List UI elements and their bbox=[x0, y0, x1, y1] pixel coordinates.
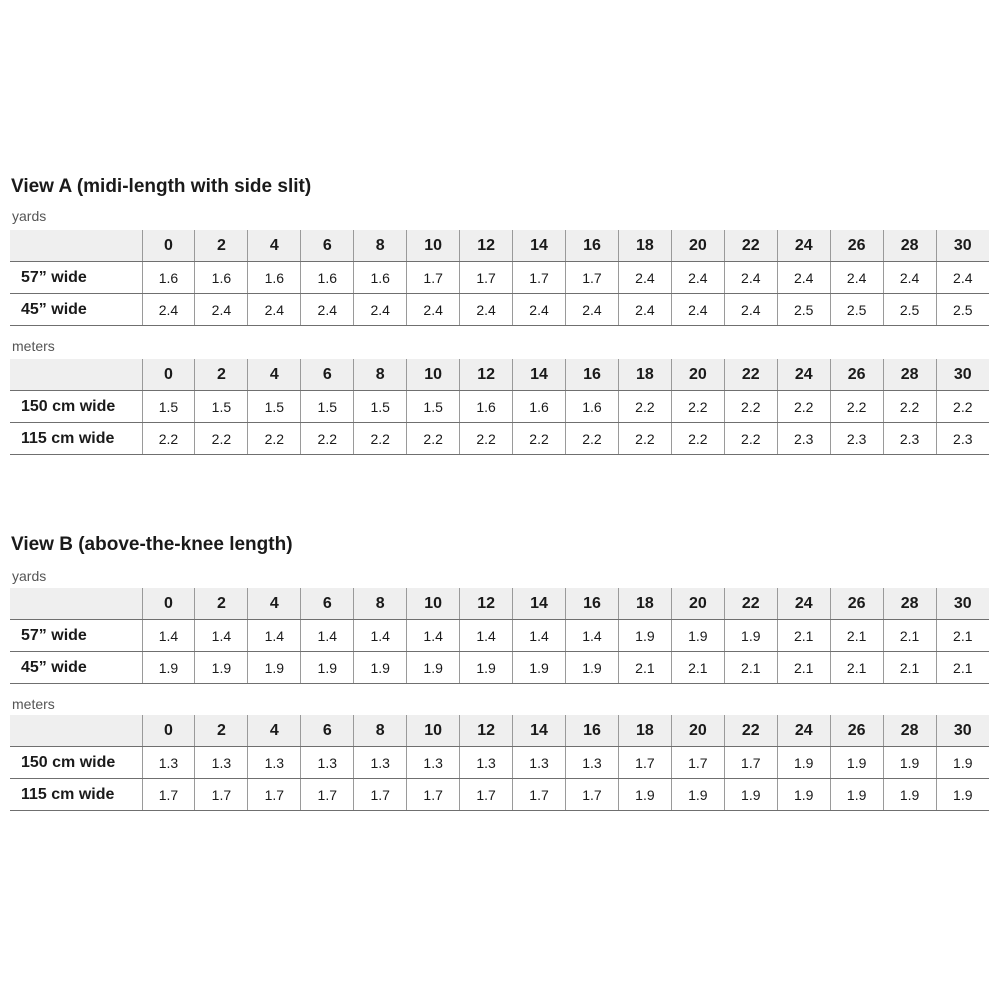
yardage-value-cell: 2.4 bbox=[671, 294, 724, 326]
yardage-value-cell: 1.7 bbox=[301, 779, 354, 811]
size-header-cell: 12 bbox=[460, 588, 513, 620]
yardage-value-cell: 1.9 bbox=[883, 779, 936, 811]
table-row bbox=[10, 391, 989, 423]
size-header-cell: 26 bbox=[830, 359, 883, 391]
size-header-cell: 0 bbox=[142, 588, 195, 620]
yardage-value-cell: 2.2 bbox=[936, 391, 989, 423]
yardage-value-cell: 2.2 bbox=[142, 423, 195, 455]
yardage-value-cell: 2.4 bbox=[195, 294, 248, 326]
size-header-cell: 22 bbox=[724, 230, 777, 262]
yardage-value-cell: 1.3 bbox=[566, 747, 619, 779]
size-header-cell: 6 bbox=[301, 359, 354, 391]
yardage-value-cell: 1.9 bbox=[777, 747, 830, 779]
yardage-value-cell: 1.9 bbox=[883, 747, 936, 779]
view-b-yards-table bbox=[10, 588, 989, 684]
size-header-cell: 2 bbox=[195, 715, 248, 747]
size-header-cell: 10 bbox=[407, 359, 460, 391]
yardage-value-cell: 1.7 bbox=[354, 779, 407, 811]
yardage-value-cell: 2.3 bbox=[936, 423, 989, 455]
yardage-value-cell: 2.1 bbox=[883, 620, 936, 652]
yardage-value-cell: 1.9 bbox=[724, 620, 777, 652]
yardage-value-cell: 1.6 bbox=[301, 262, 354, 294]
size-header-cell: 18 bbox=[618, 359, 671, 391]
size-header-cell: 28 bbox=[883, 588, 936, 620]
size-header-cell: 26 bbox=[830, 230, 883, 262]
yardage-value-cell: 1.9 bbox=[354, 652, 407, 684]
yardage-value-cell: 2.2 bbox=[671, 391, 724, 423]
yardage-value-cell: 2.4 bbox=[301, 294, 354, 326]
size-header-cell: 0 bbox=[142, 715, 195, 747]
yardage-value-cell: 1.5 bbox=[407, 391, 460, 423]
size-header-cell: 8 bbox=[354, 715, 407, 747]
yardage-value-cell: 2.5 bbox=[830, 294, 883, 326]
yardage-value-cell: 1.9 bbox=[301, 652, 354, 684]
header-corner-cell bbox=[10, 359, 142, 391]
size-header-cell: 30 bbox=[936, 359, 989, 391]
yardage-value-cell: 1.7 bbox=[566, 262, 619, 294]
view-b-meters-unit-label: meters bbox=[12, 696, 55, 712]
size-header-cell: 4 bbox=[248, 588, 301, 620]
yardage-value-cell: 2.4 bbox=[618, 262, 671, 294]
size-header-cell: 12 bbox=[460, 715, 513, 747]
yardage-value-cell: 1.6 bbox=[566, 391, 619, 423]
size-header-cell: 0 bbox=[142, 359, 195, 391]
yardage-value-cell: 2.2 bbox=[195, 423, 248, 455]
size-header-row bbox=[10, 230, 989, 262]
yardage-value-cell: 2.1 bbox=[883, 652, 936, 684]
fabric-width-label: 57” wide bbox=[10, 620, 142, 652]
yardage-value-cell: 2.5 bbox=[936, 294, 989, 326]
size-header-cell: 10 bbox=[407, 588, 460, 620]
size-header-cell: 4 bbox=[248, 230, 301, 262]
yardage-value-cell: 1.7 bbox=[460, 262, 513, 294]
yardage-value-cell: 2.4 bbox=[724, 262, 777, 294]
yardage-value-cell: 1.6 bbox=[354, 262, 407, 294]
yardage-value-cell: 1.7 bbox=[460, 779, 513, 811]
yardage-value-cell: 2.1 bbox=[830, 652, 883, 684]
size-header-cell: 20 bbox=[671, 715, 724, 747]
yardage-value-cell: 1.9 bbox=[513, 652, 566, 684]
yardage-value-cell: 2.1 bbox=[618, 652, 671, 684]
yardage-value-cell: 1.9 bbox=[566, 652, 619, 684]
yardage-value-cell: 2.4 bbox=[936, 262, 989, 294]
table-row bbox=[10, 652, 989, 684]
yardage-value-cell: 1.7 bbox=[513, 779, 566, 811]
size-header-cell: 24 bbox=[777, 715, 830, 747]
yardage-value-cell: 2.1 bbox=[671, 652, 724, 684]
yardage-value-cell: 1.4 bbox=[301, 620, 354, 652]
yardage-value-cell: 1.4 bbox=[566, 620, 619, 652]
yardage-value-cell: 1.7 bbox=[513, 262, 566, 294]
fabric-width-label: 45” wide bbox=[10, 294, 142, 326]
yardage-value-cell: 2.5 bbox=[883, 294, 936, 326]
size-header-cell: 30 bbox=[936, 715, 989, 747]
yardage-value-cell: 1.9 bbox=[724, 779, 777, 811]
size-header-cell: 6 bbox=[301, 715, 354, 747]
yardage-value-cell: 2.5 bbox=[777, 294, 830, 326]
yardage-value-cell: 2.2 bbox=[671, 423, 724, 455]
size-header-cell: 16 bbox=[566, 715, 619, 747]
size-header-cell: 6 bbox=[301, 230, 354, 262]
fabric-width-label: 115 cm wide bbox=[10, 423, 142, 455]
size-header-cell: 14 bbox=[513, 230, 566, 262]
yardage-value-cell: 2.4 bbox=[407, 294, 460, 326]
fabric-width-label: 115 cm wide bbox=[10, 779, 142, 811]
size-header-cell: 30 bbox=[936, 230, 989, 262]
yardage-value-cell: 1.4 bbox=[142, 620, 195, 652]
size-header-cell: 6 bbox=[301, 588, 354, 620]
fabric-width-label: 45” wide bbox=[10, 652, 142, 684]
yardage-value-cell: 1.3 bbox=[142, 747, 195, 779]
size-header-cell: 22 bbox=[724, 588, 777, 620]
yardage-value-cell: 2.4 bbox=[354, 294, 407, 326]
yardage-value-cell: 2.2 bbox=[724, 391, 777, 423]
yardage-value-cell: 1.7 bbox=[724, 747, 777, 779]
size-header-cell: 26 bbox=[830, 588, 883, 620]
yardage-value-cell: 2.4 bbox=[618, 294, 671, 326]
yardage-value-cell: 1.7 bbox=[195, 779, 248, 811]
table-row bbox=[10, 747, 989, 779]
size-header-cell: 14 bbox=[513, 588, 566, 620]
yardage-value-cell: 1.9 bbox=[618, 620, 671, 652]
yardage-value-cell: 2.1 bbox=[936, 652, 989, 684]
size-header-cell: 22 bbox=[724, 715, 777, 747]
yardage-value-cell: 1.9 bbox=[248, 652, 301, 684]
yardage-value-cell: 1.4 bbox=[354, 620, 407, 652]
size-header-row bbox=[10, 715, 989, 747]
size-header-cell: 12 bbox=[460, 359, 513, 391]
size-header-cell: 12 bbox=[460, 230, 513, 262]
size-header-row bbox=[10, 588, 989, 620]
size-header-cell: 4 bbox=[248, 359, 301, 391]
yardage-value-cell: 1.3 bbox=[460, 747, 513, 779]
yardage-value-cell: 2.1 bbox=[830, 620, 883, 652]
size-header-cell: 2 bbox=[195, 588, 248, 620]
size-header-cell: 4 bbox=[248, 715, 301, 747]
yardage-value-cell: 1.6 bbox=[195, 262, 248, 294]
yardage-value-cell: 2.4 bbox=[830, 262, 883, 294]
yardage-value-cell: 1.7 bbox=[142, 779, 195, 811]
size-header-cell: 14 bbox=[513, 715, 566, 747]
size-header-cell: 0 bbox=[142, 230, 195, 262]
yardage-value-cell: 1.9 bbox=[936, 747, 989, 779]
fabric-width-label: 150 cm wide bbox=[10, 391, 142, 423]
size-header-cell: 14 bbox=[513, 359, 566, 391]
fabric-width-label: 150 cm wide bbox=[10, 747, 142, 779]
size-header-cell: 10 bbox=[407, 230, 460, 262]
yardage-value-cell: 1.9 bbox=[671, 779, 724, 811]
yardage-value-cell: 2.4 bbox=[513, 294, 566, 326]
yardage-value-cell: 1.5 bbox=[195, 391, 248, 423]
yardage-value-cell: 1.5 bbox=[142, 391, 195, 423]
header-corner-cell bbox=[10, 230, 142, 262]
yardage-value-cell: 2.2 bbox=[724, 423, 777, 455]
table-row bbox=[10, 423, 989, 455]
yardage-value-cell: 2.2 bbox=[301, 423, 354, 455]
yardage-value-cell: 2.2 bbox=[830, 391, 883, 423]
yardage-value-cell: 2.1 bbox=[936, 620, 989, 652]
size-header-cell: 8 bbox=[354, 230, 407, 262]
view-a-meters-table bbox=[10, 359, 989, 455]
yardage-value-cell: 1.5 bbox=[248, 391, 301, 423]
size-header-cell: 16 bbox=[566, 359, 619, 391]
size-header-row bbox=[10, 359, 989, 391]
yardage-value-cell: 1.7 bbox=[671, 747, 724, 779]
size-header-cell: 24 bbox=[777, 588, 830, 620]
yardage-value-cell: 1.5 bbox=[354, 391, 407, 423]
yardage-value-cell: 2.4 bbox=[248, 294, 301, 326]
yardage-value-cell: 1.4 bbox=[248, 620, 301, 652]
yardage-value-cell: 1.9 bbox=[142, 652, 195, 684]
yardage-value-cell: 2.2 bbox=[407, 423, 460, 455]
table-row bbox=[10, 779, 989, 811]
yardage-value-cell: 2.4 bbox=[566, 294, 619, 326]
header-corner-cell bbox=[10, 715, 142, 747]
view-b-yards-unit-label: yards bbox=[12, 568, 47, 584]
yardage-value-cell: 2.4 bbox=[460, 294, 513, 326]
size-header-cell: 2 bbox=[195, 359, 248, 391]
yardage-value-cell: 1.4 bbox=[513, 620, 566, 652]
size-header-cell: 22 bbox=[724, 359, 777, 391]
size-header-cell: 18 bbox=[618, 715, 671, 747]
yardage-value-cell: 1.6 bbox=[513, 391, 566, 423]
yardage-value-cell: 1.9 bbox=[460, 652, 513, 684]
size-header-cell: 24 bbox=[777, 230, 830, 262]
size-header-cell: 28 bbox=[883, 715, 936, 747]
yardage-value-cell: 1.4 bbox=[460, 620, 513, 652]
size-header-cell: 20 bbox=[671, 588, 724, 620]
yardage-value-cell: 1.9 bbox=[407, 652, 460, 684]
table-row bbox=[10, 262, 989, 294]
yardage-value-cell: 1.7 bbox=[407, 779, 460, 811]
yardage-value-cell: 2.2 bbox=[354, 423, 407, 455]
yardage-value-cell: 1.9 bbox=[671, 620, 724, 652]
size-header-cell: 16 bbox=[566, 230, 619, 262]
yardage-value-cell: 1.9 bbox=[936, 779, 989, 811]
size-header-cell: 8 bbox=[354, 588, 407, 620]
yardage-value-cell: 2.4 bbox=[883, 262, 936, 294]
yardage-value-cell: 2.2 bbox=[618, 391, 671, 423]
size-header-cell: 30 bbox=[936, 588, 989, 620]
size-header-cell: 18 bbox=[618, 588, 671, 620]
yardage-value-cell: 1.7 bbox=[407, 262, 460, 294]
yardage-value-cell: 2.2 bbox=[566, 423, 619, 455]
fabric-width-label: 57” wide bbox=[10, 262, 142, 294]
yardage-value-cell: 1.7 bbox=[248, 779, 301, 811]
yardage-value-cell: 1.4 bbox=[407, 620, 460, 652]
yardage-value-cell: 1.4 bbox=[195, 620, 248, 652]
yardage-value-cell: 2.2 bbox=[513, 423, 566, 455]
size-header-cell: 2 bbox=[195, 230, 248, 262]
yardage-value-cell: 2.1 bbox=[777, 652, 830, 684]
size-header-cell: 28 bbox=[883, 359, 936, 391]
view-a-yards-table bbox=[10, 230, 989, 326]
yardage-value-cell: 1.3 bbox=[301, 747, 354, 779]
yardage-value-cell: 2.1 bbox=[777, 620, 830, 652]
yardage-value-cell: 2.3 bbox=[830, 423, 883, 455]
yardage-value-cell: 2.2 bbox=[248, 423, 301, 455]
table-row bbox=[10, 294, 989, 326]
size-header-cell: 28 bbox=[883, 230, 936, 262]
yardage-value-cell: 2.4 bbox=[671, 262, 724, 294]
size-header-cell: 16 bbox=[566, 588, 619, 620]
size-header-cell: 10 bbox=[407, 715, 460, 747]
table-row bbox=[10, 620, 989, 652]
view-b-meters-table bbox=[10, 715, 989, 811]
yardage-value-cell: 1.6 bbox=[142, 262, 195, 294]
size-header-cell: 20 bbox=[671, 359, 724, 391]
yardage-value-cell: 1.9 bbox=[830, 779, 883, 811]
yardage-value-cell: 2.4 bbox=[142, 294, 195, 326]
yardage-value-cell: 2.2 bbox=[777, 391, 830, 423]
yardage-value-cell: 1.3 bbox=[195, 747, 248, 779]
yardage-value-cell: 1.9 bbox=[195, 652, 248, 684]
yardage-value-cell: 1.5 bbox=[301, 391, 354, 423]
yardage-value-cell: 1.9 bbox=[777, 779, 830, 811]
view-b-title: View B (above-the-knee length) bbox=[11, 534, 293, 555]
size-header-cell: 18 bbox=[618, 230, 671, 262]
yardage-value-cell: 2.1 bbox=[724, 652, 777, 684]
yardage-value-cell: 1.9 bbox=[618, 779, 671, 811]
yardage-value-cell: 1.6 bbox=[460, 391, 513, 423]
yardage-value-cell: 1.3 bbox=[513, 747, 566, 779]
yardage-value-cell: 1.3 bbox=[407, 747, 460, 779]
yardage-value-cell: 2.2 bbox=[618, 423, 671, 455]
yardage-value-cell: 2.4 bbox=[777, 262, 830, 294]
view-a-yards-unit-label: yards bbox=[12, 208, 47, 224]
size-header-cell: 26 bbox=[830, 715, 883, 747]
size-header-cell: 8 bbox=[354, 359, 407, 391]
yardage-value-cell: 2.2 bbox=[883, 391, 936, 423]
yardage-value-cell: 2.3 bbox=[883, 423, 936, 455]
yardage-value-cell: 1.7 bbox=[566, 779, 619, 811]
size-header-cell: 24 bbox=[777, 359, 830, 391]
yardage-value-cell: 2.2 bbox=[460, 423, 513, 455]
size-header-cell: 20 bbox=[671, 230, 724, 262]
yardage-value-cell: 2.4 bbox=[724, 294, 777, 326]
yardage-value-cell: 1.7 bbox=[618, 747, 671, 779]
yardage-value-cell: 2.3 bbox=[777, 423, 830, 455]
view-a-title: View A (midi-length with side slit) bbox=[11, 176, 312, 197]
yardage-value-cell: 1.9 bbox=[830, 747, 883, 779]
yardage-value-cell: 1.3 bbox=[354, 747, 407, 779]
yardage-value-cell: 1.3 bbox=[248, 747, 301, 779]
view-a-meters-unit-label: meters bbox=[12, 338, 55, 354]
yardage-value-cell: 1.6 bbox=[248, 262, 301, 294]
header-corner-cell bbox=[10, 588, 142, 620]
